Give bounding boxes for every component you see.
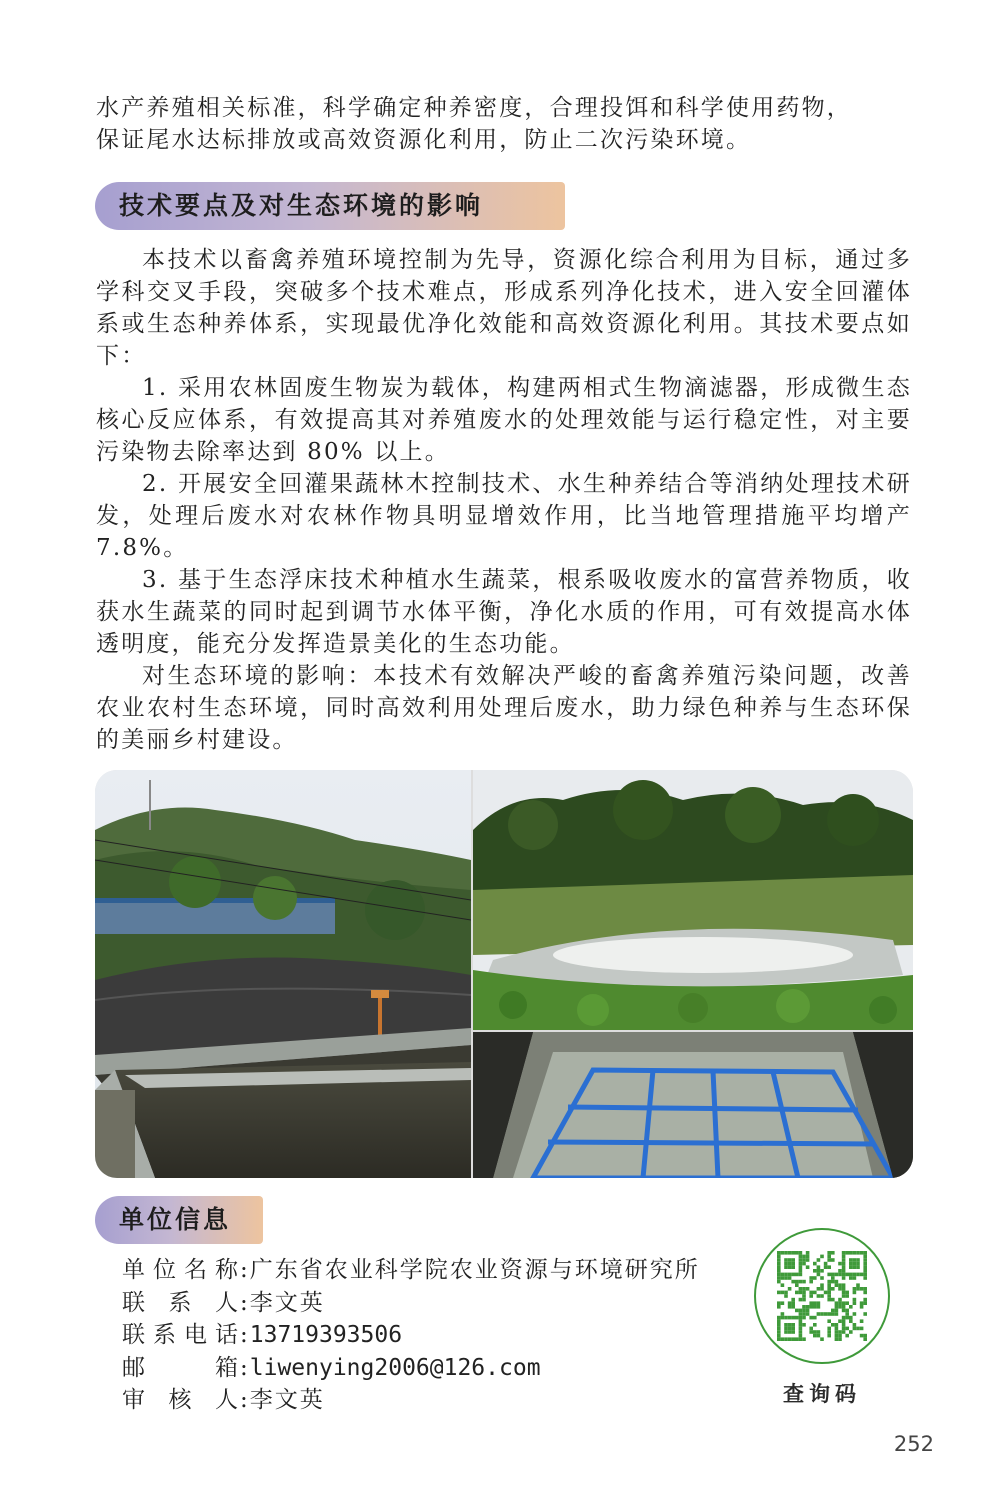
phone-label: 联系电话 [122,1322,240,1348]
phone-row [122,1319,700,1352]
colon: : [240,1354,250,1381]
page-number: 252 [893,1432,934,1456]
contact-label: 联系人 [122,1289,240,1316]
reviewer-value: 李文英 [249,1387,325,1413]
unit-info-list [122,1254,700,1417]
unit-name-row [122,1254,700,1287]
contact-value: 李文英 [249,1289,325,1316]
unit-name-value: 广东省农业科学院农业资源与环境研究所 [249,1257,700,1283]
reviewer-row [122,1384,700,1417]
tech-point-2: 2. 开展安全回灌果蔬林木控制技术、水生种养结合等消纳处理技术研发，处理后废水对农林作物具明显增效作用，比当地管理措施平均增产 7.8%。 [96,471,912,561]
email-row [122,1352,700,1385]
tech-point-3: 3. 基于生态浮床技术种植水生蔬菜，根系吸收废水的富营养物质，收获水生蔬菜的同时起到调节水体平衡，净化水质的作用，可有效提高水体透明度，能充分发挥造景美化的生态功能。 [96,567,912,657]
colon: : [240,1289,250,1316]
tech-point-1: 1. 采用农林固废生物炭为载体，构建两相式生物滴滤器，形成微生态核心反应体系，有效提高其对养殖废水的处理效能与运行稳定性，对主要污染物去除率达到 80% 以上。 [96,375,912,465]
colon: : [240,1387,250,1413]
unit-name-label: 单位名称 [122,1257,240,1283]
photo-covered-lagoon [95,770,471,1178]
colon: : [240,1322,250,1348]
colon: : [240,1257,250,1283]
qr-code-icon [754,1228,890,1364]
contact-row [122,1287,700,1320]
tech-intro-paragraph: 本技术以畜禽养殖环境控制为先导，资源化综合利用为目标，通过多学科交叉手段，突破多个技术难点，形成系列净化技术，进入安全回灌体系或生态种养体系，实现最优净化效能和高效资源化利用。其技术要点如下： [96,247,912,369]
phone-value: 13719393506 [249,1322,403,1348]
section-heading-unit: 单位信息 [95,1196,263,1244]
intro-line-1: 水产养殖相关标准，科学确定种养密度，合理投饵和科学使用药物， [96,95,852,121]
qr-code[interactable] [754,1228,890,1364]
photo-floating-bed [473,1032,913,1178]
eco-impact-paragraph: 对生态环境的影响：本技术有效解决严峻的畜禽养殖污染问题，改善农业农村生态环境，同时高效利用处理后废水，助力绿色种养与生态环保的美丽乡村建设。 [96,663,912,753]
photo-collage [95,770,913,1178]
reviewer-label: 审核人 [122,1387,240,1413]
email-label: 邮箱 [122,1354,240,1381]
email-value[interactable]: liwenying2006@126.com [249,1354,541,1381]
qr-caption: 查询码 [783,1382,861,1406]
intro-line-2: 保证尾水达标排放或高效资源化利用，防止二次污染环境。 [96,127,752,153]
photo-treatment-pond [473,770,913,1030]
section-heading-tech: 技术要点及对生态环境的影响 [95,182,565,230]
